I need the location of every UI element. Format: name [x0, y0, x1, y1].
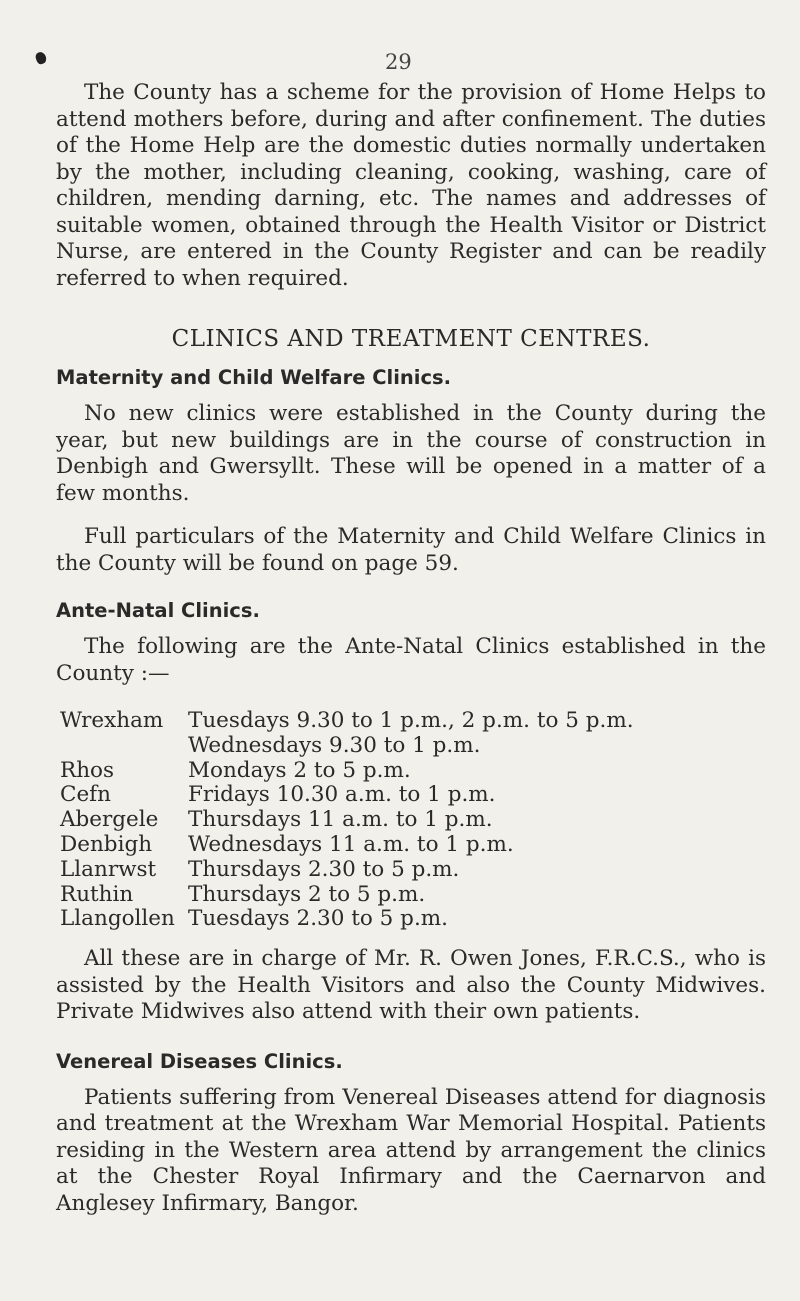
venereal-heading: Venereal Diseases Clinics. [56, 1049, 343, 1073]
clinic-times: Tuesdays 9.30 to 1 p.m., 2 p.m. to 5 p.m. [188, 708, 634, 733]
clinic-times: Wednesdays 9.30 to 1 p.m. [188, 732, 481, 758]
clinic-place [60, 734, 188, 759]
clinic-row [60, 808, 766, 833]
maternity-heading: Maternity and Child Welfare Clinics. [56, 366, 452, 389]
clinic-times: Fridays 10.30 a.m. to 1 p.m. [188, 782, 496, 808]
antenatal-intro: The following are the Ante-Natal Clinics established in the County :— [56, 634, 766, 686]
clinic-row [60, 709, 766, 734]
antenatal-heading: Ante-Natal Clinics. [56, 599, 260, 622]
clinic-times: Thursdays 2 to 5 p.m. [188, 881, 426, 907]
clinic-row [60, 833, 766, 858]
antenatal-closing: All these are in charge of Mr. R. Owen Jones, F.R.C.S., who is assisted by the Health Visitors and also the County Midwives. Private Midwives also attend with their own patients. [56, 946, 766, 1025]
clinic-row [60, 783, 766, 808]
clinic-place: Llangollen [60, 906, 175, 932]
clinic-times: Mondays 2 to 5 p.m. [188, 757, 411, 783]
venereal-paragraph: Patients suffering from Venereal Diseases attend for diagnosis and treatment at the Wrexham War Memorial Hospital. Patients residing in the Western area attend by arrangement the clinics at the Chester Royal Infirmary and the Caernarvon and Anglesey Infirmary, Bangor. [56, 1084, 766, 1216]
clinic-times: Thursdays 2.30 to 5 p.m. [188, 856, 460, 882]
maternity-paragraph-2: Full particulars of the Maternity and Child Welfare Clinics in the County will be found on page 59. [56, 524, 766, 576]
clinic-place: Llanrwst [60, 856, 157, 882]
maternity-paragraph-1: No new clinics were established in the County during the year, but new buildings are in the course of construction in Denbigh and Gwersyllt. These will be opened in a matter of a few months. [56, 401, 766, 506]
clinic-times: Tuesdays 2.30 to 5 p.m. [188, 906, 448, 932]
clinic-row [60, 858, 766, 883]
clinic-row [60, 734, 766, 759]
clinic-place: Cefn [60, 782, 111, 808]
ink-blot-mark [34, 51, 48, 66]
intro-paragraph: The County has a scheme for the provision of Home Helps to attend mothers before, during and after confinement. The duties of the Home Help are the domestic duties normally undertaken by the mother, including cleaning, cooking, washing, care of children, mending darning, etc. The names and addresses of suitable women, obtained through the Health Visitor or District Nurse, are entered in the County Register and can be readily referred to when required. [56, 80, 766, 291]
clinic-place: Rhos [60, 757, 115, 783]
clinic-place: Denbigh [60, 831, 153, 857]
page-number: 29 [385, 50, 412, 74]
clinic-schedule [60, 709, 766, 932]
clinic-row [60, 883, 766, 908]
page-body [56, 80, 766, 1217]
clinic-row [60, 907, 766, 932]
clinic-place: Wrexham [60, 708, 164, 733]
clinic-times: Thursdays 11 a.m. to 1 p.m. [188, 807, 493, 833]
clinic-times: Wednesdays 11 a.m. to 1 p.m. [188, 831, 514, 857]
clinic-row [60, 759, 766, 784]
clinic-place: Ruthin [60, 881, 134, 907]
clinic-place: Abergele [60, 807, 159, 833]
section-heading: CLINICS AND TREATMENT CENTRES. [171, 326, 651, 352]
